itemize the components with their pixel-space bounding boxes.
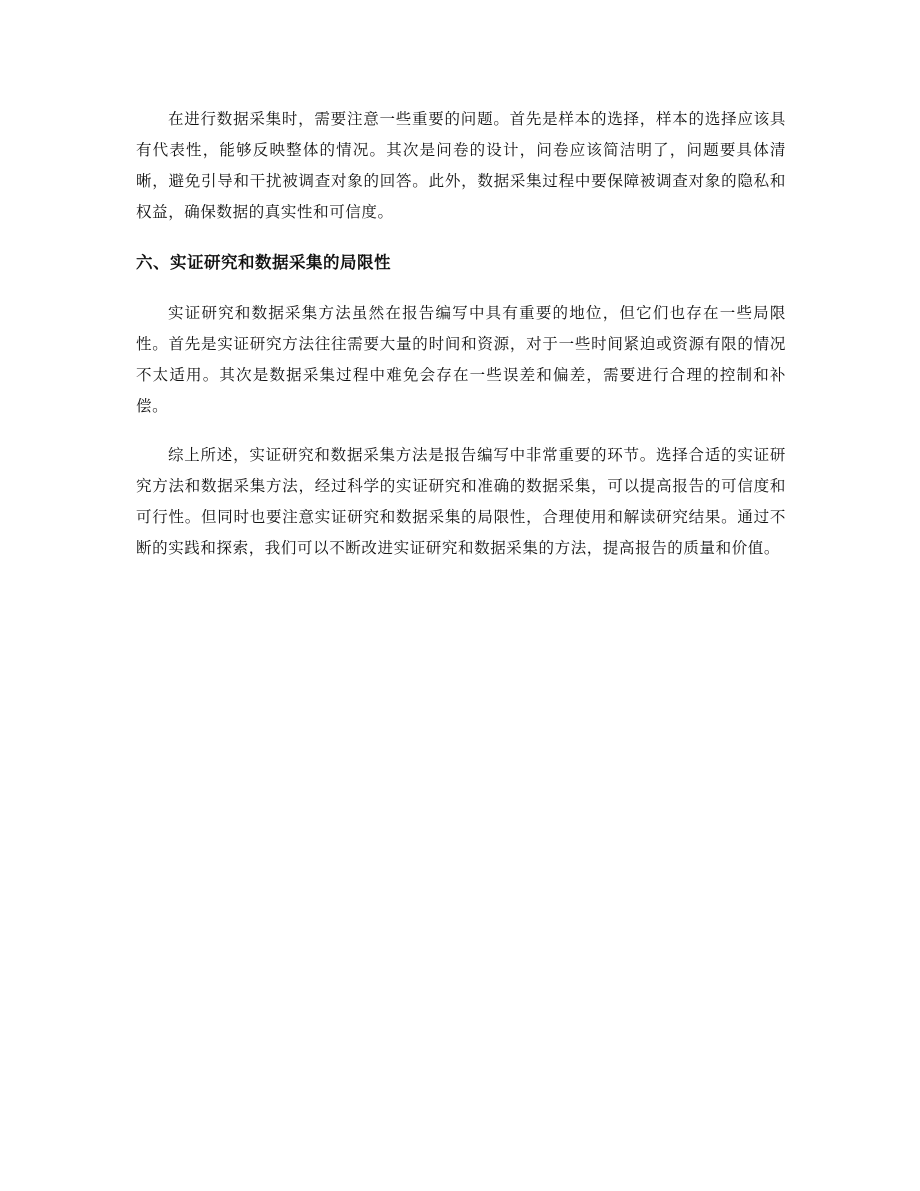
document-body — [136, 104, 786, 564]
paragraph-limitations: 实证研究和数据采集方法虽然在报告编写中具有重要的地位，但它们也存在一些局限性。首先是实证研究方法往往需要大量的时间和资源，对于一些时间紧迫或资源有限的情况不太适用。其次是数据采集过程中难免会存在一些误差和偏差，需要进行合理的控制和补偿。 — [136, 304, 786, 415]
section-heading: 六、实证研究和数据采集的局限性 — [136, 253, 391, 272]
paragraph-data-collection-notes: 在进行数据采集时，需要注意一些重要的问题。首先是样本的选择，样本的选择应该具有代表性，能够反映整体的情况。其次是问卷的设计，问卷应该简洁明了，问题要具体清晰，避免引导和干扰被调查对象的回答。此外，数据采集过程中要保障被调查对象的隐私和权益，确保数据的真实性和可信度。 — [136, 110, 786, 221]
paragraph-conclusion: 综上所述，实证研究和数据采集方法是报告编写中非常重要的环节。选择合适的实证研究方法和数据采集方法，经过科学的实证研究和准确的数据采集，可以提高报告的可信度和可行性。但同时也要注意实证研究和数据采集的局限性，合理使用和解读研究结果。通过不断的实践和探索，我们可以不断改进实证研究和数据采集的方法，提高报告的质量和价值。 — [136, 446, 786, 557]
